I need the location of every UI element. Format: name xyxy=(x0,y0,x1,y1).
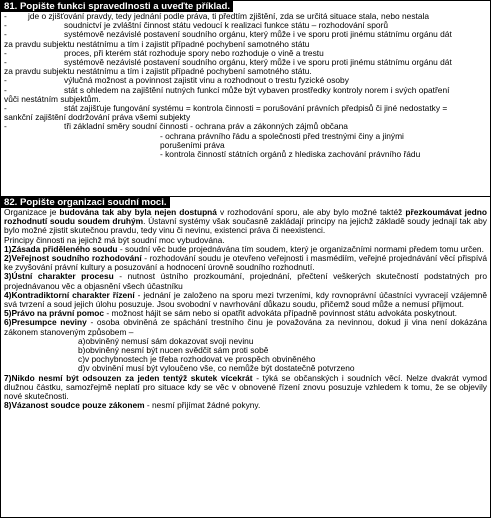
s81-line-3: - systémově nezávislé postavení soudního orgánu, který může i ve sporu proti jinému státnímu orgánu dát xyxy=(4,30,452,40)
s81-line-9: - stát s ohledem na zajištění nutných funkcí může být vybaven prostředky kontroly norem i svých opatření xyxy=(4,85,450,95)
section-82 xyxy=(0,196,491,518)
section-82-title: 82. Popište organizaci soudní moci. xyxy=(1,197,170,208)
s81-line-7: za pravdu subjektu nestátnímu a tím i zajistit případné pochybení samotného státu. xyxy=(4,67,312,77)
principle-8: 8)Vázanost soudce pouze zákonem - nesmí přijímat žádné pokyny. xyxy=(4,400,261,411)
principle-6-item-b: b)obviněný nesmí být nucen svědčit sám proti sobě xyxy=(78,345,269,356)
principle-6-list xyxy=(4,337,487,374)
principle-4: 4)Kontradiktorní charakter řízení - jednání je založeno na sporu mezi tvrzeními, kdy rovnoprávní účastníci vyvracejí vzájemně svá tvrzení a soud jejich úlohu posuzuje. Jsou svobodní v navrhování důkazu soudu, přičemž soud může a nemusí přijmout. xyxy=(4,289,487,310)
principle-3: 3)Ústní charakter procesu - nutnost ústního prozkoumání, projednání, přečtení veškerých skutečností podstatných pro projednávanou věc a objasnění všech účastníku xyxy=(4,271,487,291)
s81-line-5: - proces, při kterém stát rozhoduje spory nebo rozhoduje o vině a trestu xyxy=(4,48,324,58)
principle-7: 7)Nikdo nesmí být odsouzen za jeden tentýž skutek vícekrát - týká se občanských i soudních věcí. Nelze dvakrát vymod dlužnou částku, samozřejmě neplatí pro situace kdy se věc v obnovené řízení znovu posuzuje vzhledem k tomu, že se objevily nové skutečnosti. xyxy=(4,372,487,402)
s81-line-12: sankční zajištění dodržování práva všemi subjekty xyxy=(4,113,191,123)
s81-line-8: - výlučná možnost a povinnost zajistit vinu a rozhodnout o trestu fyzické osoby xyxy=(4,76,349,86)
s81-line-11: - stát zajišťuje fungování systému = kontrola činnosti = porušování právních předpisů či jiné nedostatky = xyxy=(4,104,448,114)
s81-line-2: - soudnictví je zvláštní činnost státu vedoucí k realizaci funkce státu – rozhodování sporů xyxy=(4,21,389,31)
principle-5: 5)Právo na právní pomoc - možnost hájit se sám nebo si opatřit advokáta případně povinnost státu advokáta poskytnout. xyxy=(4,308,457,319)
principle-6-item-a: a)obviněný nemusí sám dokazovat svoji nevinu xyxy=(78,335,254,346)
principle-1: 1)Zásada přiděleného soudu - soudní věc bude projednávána tím soudem, který je organizačními normami předem tomu určen. xyxy=(4,243,484,254)
s82-principy: Principy činnosti na jejichž má být soudní moc vybudována. xyxy=(4,234,225,245)
section-81-title: 81. Popište funkci spravedlnosti a uveďte příklad. xyxy=(1,1,233,12)
s81-line-4: za pravdu subjektu nestátnímu a tím i zajistit případné pochybení samotného státu xyxy=(4,39,310,49)
s81-sub-1: - ochrana právního řádu a společnosti před trestnými činy a jinými xyxy=(160,131,404,141)
s81-line-10: vůči nestátním subjektům. xyxy=(4,94,101,104)
s81-line-6: - systémově nezávislé postavení soudního orgánu, který může i ve sporu proti jinému státnímu orgánu dát xyxy=(4,58,452,68)
s81-sub-4: - kontrola činností státních orgánů z hlediska zachování právního řádu xyxy=(160,150,421,160)
principle-6-item-d: d)v obvinění musí být vyloučeno vše, co nemůže být dostatečně potvrzeno xyxy=(78,363,355,374)
section-81 xyxy=(0,0,491,197)
s81-line-13: - tři základní směry soudní činnosti - ochrana práv a zákonných zájmů občana xyxy=(4,122,348,132)
s81-sub-2: porušeními práva xyxy=(160,140,225,150)
principle-6: 6)Presumpce neviny - osoba obviněná ze spáchání trestního činu je považována za nevinnou, dokud ji vina není dokázána zákonem stanoveným způsobem – xyxy=(4,317,488,337)
principle-2: 2)Veřejnost soudního rozhodování - rozhodování soudu je otevřeno veřejnosti i masmédiím, veřejné projednávání věcí přispívá ke zvyšování právní kultury a posuzování a hodnocení úrovně soudního rozhodnutí. xyxy=(4,253,487,273)
principle-6-item-c: c)v pochybnostech je třeba rozhodovat ve prospěch obviněného xyxy=(78,354,316,365)
s82-intro: Organizace je budována tak aby byla nejen dostupná v rozhodování sporu, ale aby bylo možné taktéž přezkoumávat jedno rozhodnutí soudu soudem druhým. Ústavní systémy však současně zakládají principy na jejichž základě soudy jednají tak aby bylo možné zjistit skutečnou pravdu, tedy vinu či nevinu, existenci práva či neexistenci. xyxy=(4,207,488,236)
s81-line-1: - jde o zjišťování pravdy, tedy jednání podle práva, ti předtím zjištění, zda se určitá situace stala, nebo nestala xyxy=(4,12,430,21)
